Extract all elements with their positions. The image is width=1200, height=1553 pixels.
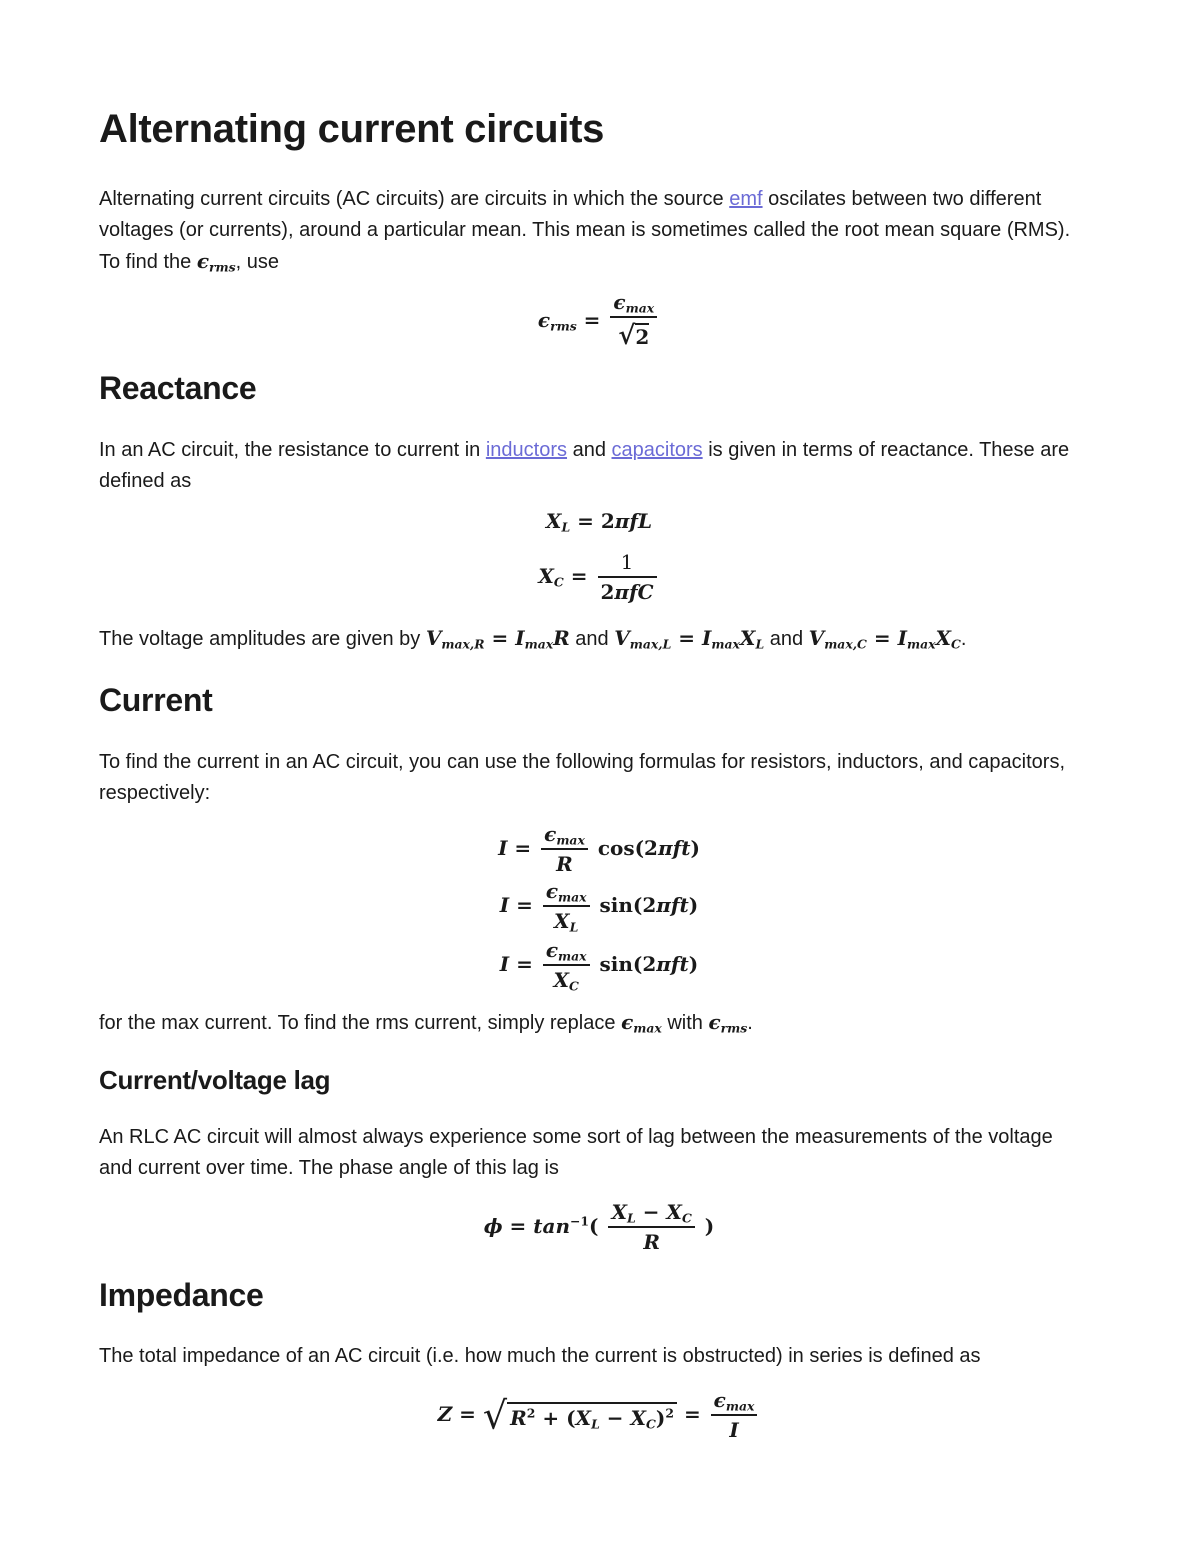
equation-current-resistor: I = $\frac{\epsilon_{max}}{R}$ cos(2πft) — [498, 822, 700, 876]
inductors-link[interactable]: inductors — [485, 439, 568, 461]
math-epsilon-rms-2: $\epsilon_{rms}$ — [708, 1010, 748, 1036]
impedance-paragraph: The total impedance of an AC circuit (i.e. how much the current is obstructed) in series is defined as — [99, 1345, 981, 1367]
equation-current-inductor: I = $\frac{\epsilon_{max}}{X_L}$ sin(2πft) — [499, 879, 699, 935]
math-vmax-c: $V_{max,C} = I_{max}X_C$ — [808, 626, 961, 652]
heading-impedance: Impedance — [99, 1277, 264, 1313]
heading-current: Current — [99, 682, 213, 718]
equation-impedance: Z = √ $R^2 + (X_L - X_C)^2$ = $\frac{\epsilon_{max}}{I}$ — [99, 1388, 1099, 1443]
rms-current-paragraph: for the max current. To find the rms current, simply replace $\epsilon_{max}$ with $\epsilon_{rms}$. — [99, 1010, 753, 1036]
lag-paragraph: An RLC AC circuit will almost always experience some sort of lag between the measurements of the voltage and current over time. The phase angle of this lag is — [99, 1126, 1053, 1179]
voltage-paragraph: The voltage amplitudes are given by $V_{max,R} = I_{max}R$ and $V_{max,L} = I_{max}X_L$ and $V_{max,C} = I_{max}X_C$. — [99, 626, 967, 652]
reactance-paragraph: In an AC circuit, the resistance to current in inductors and capacitors is given in terms of reactance. These are defined as — [99, 439, 1070, 492]
equation-phase-angle: $\phi = \tan^{-1}$( $\frac{X_L - X_C}{R}$ ) — [483, 1200, 715, 1254]
current-paragraph: To find the current in an AC circuit, you can use the following formulas for resistors, inductors, and capacitors, respectively: — [99, 751, 1066, 804]
heading-reactance: Reactance — [99, 370, 257, 406]
equation-xc: $X_C$ = $\frac{1}{\text{2πfC}}$ — [99, 550, 1099, 605]
math-vmax-r: $V_{max,R} = I_{max}R$ — [425, 626, 570, 652]
equation-rms: $\epsilon_{rms}$ = $\frac{\epsilon_{max}}{√2}$ — [99, 290, 1099, 353]
equation-xl: $X_L = 2\pi fL$ — [545, 509, 653, 535]
emf-link[interactable]: emf — [729, 188, 763, 210]
math-vmax-l: $V_{max,L} = I_{max}X_L$ — [614, 626, 765, 652]
math-epsilon-max: $\epsilon_{max}$ — [621, 1010, 662, 1036]
intro-paragraph: Alternating current circuits (AC circuits) are circuits in which the source emf oscilates between two different voltages (or currents), around a particular mean. This mean is sometimes called the root mean square (RMS). To find the $\epsilon_{rms}$, use — [99, 188, 1071, 275]
equation-current-capacitor: I = $\frac{\epsilon_{max}}{X_C}$ sin(2πft) — [499, 938, 699, 994]
page-title: Alternating current circuits — [99, 107, 605, 151]
heading-lag: Current/voltage lag — [99, 1065, 331, 1095]
math-epsilon-rms: $\epsilon_{rms}$ — [196, 249, 236, 275]
capacitors-link[interactable]: capacitors — [611, 439, 703, 461]
